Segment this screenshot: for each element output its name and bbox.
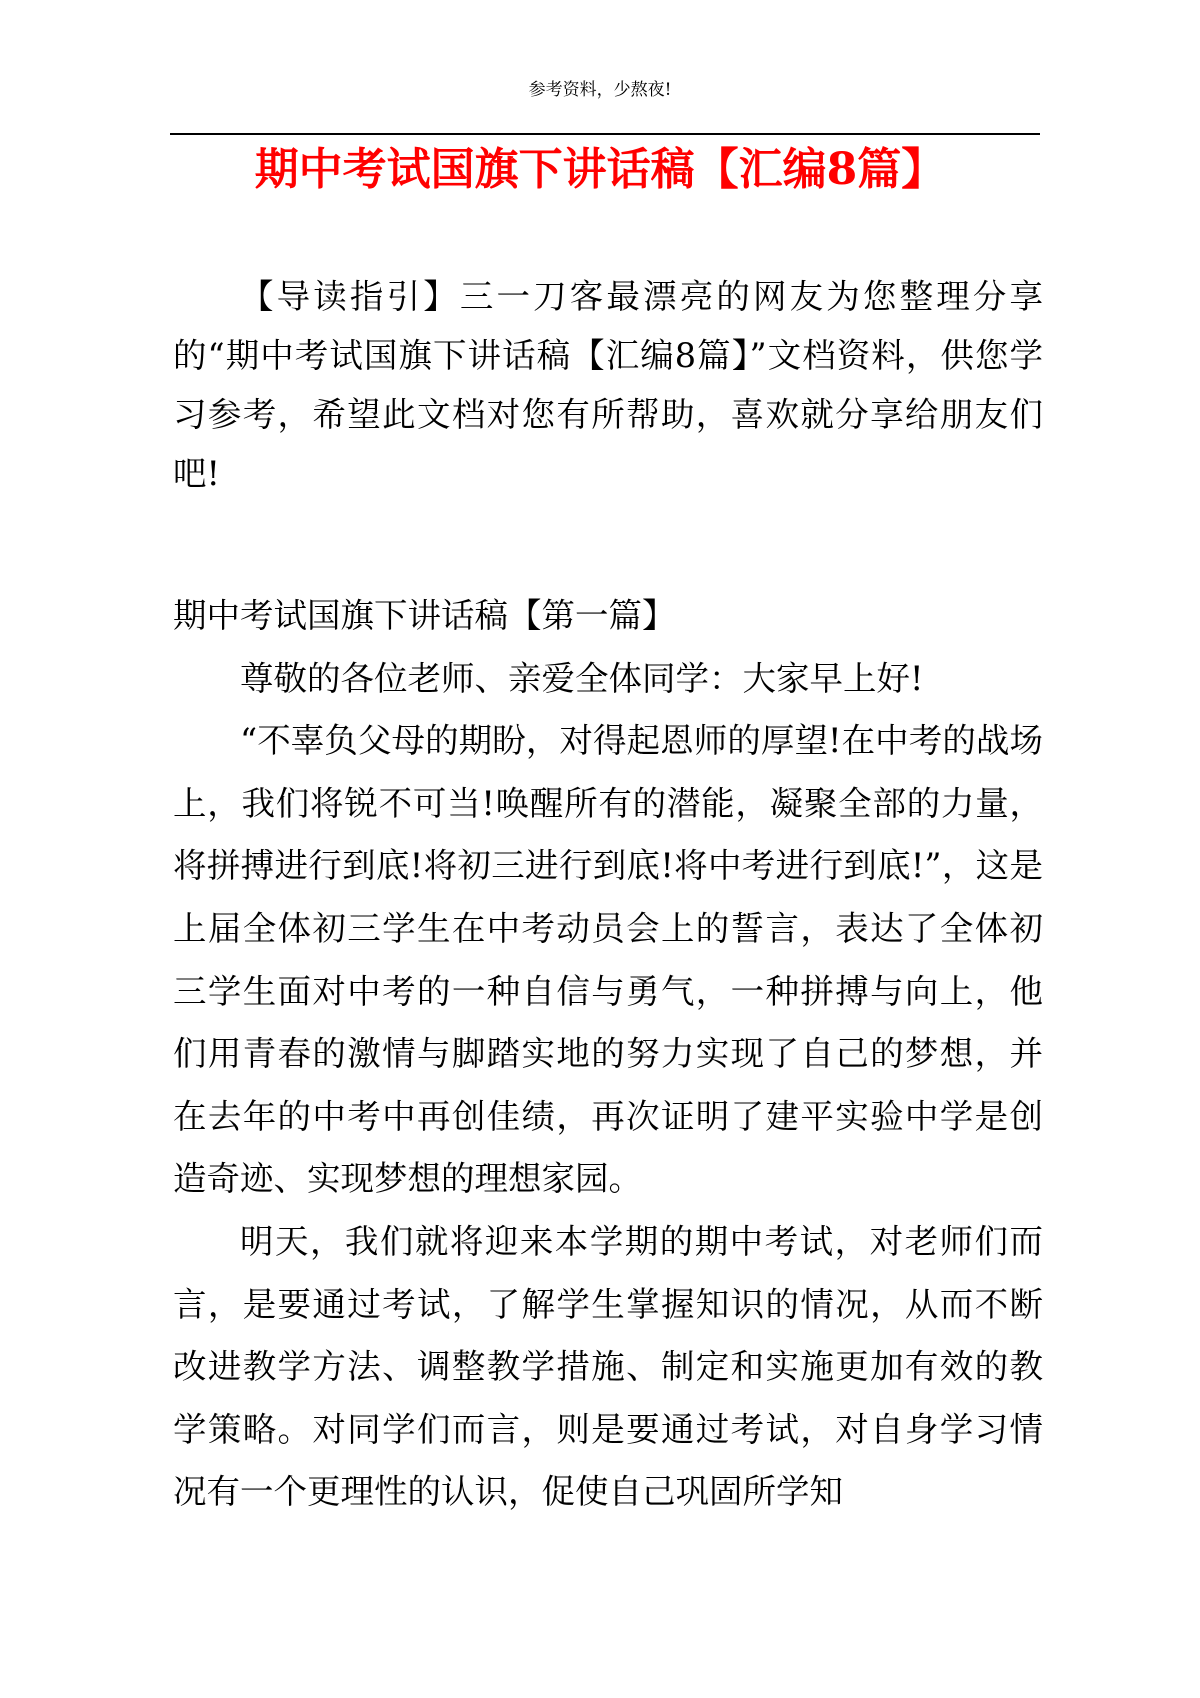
greeting-paragraph: 尊敬的各位老师、亲爱全体同学：大家早上好! — [240, 658, 924, 698]
body-paragraph: “不辜负父母的期盼，对得起恩师的厚望!在中考的战场上，我们将锐不可当!唤醒所有的潜能，凝聚全部的力量，将拼搏进行到底!将初三进行到底!将中考进行到底!”，这是上届全体初三学生在中考动员会上的誓言，表达了全体初三学生面对中考的一种自信与勇气，一种拼搏与向上，他们用青春的激情与脚踏实地的努力实现了自己的梦想，并在去年的中考中再创佳绩，再次证明了建平实验中学是创造奇迹、实现梦想的理想家园。 — [173, 721, 1043, 1199]
header-divider — [170, 133, 1040, 135]
page-header: 参考资料，少熬夜! — [528, 80, 672, 100]
body-paragraph: 明天，我们就将迎来本学期的期中考试，对老师们而言，是要通过考试，了解学生掌握知识的情况，从而不断改进教学方法、调整教学措施、制定和实施更加有效的教学策略。对同学们而言，则是要通过考试，对自身学习情况有一个更理性的认识，促使自己巩固所学知 — [173, 1221, 1043, 1512]
section-first — [173, 585, 1043, 1524]
intro-paragraph: 【导读指引】三一刀客最漂亮的网友为您整理分享的“期中考试国旗下讲话稿【汇编8篇】”文档资料，供您学习参考，希望此文档对您有所帮助，喜欢就分享给朋友们吧! — [173, 277, 1043, 493]
document-title: 期中考试国旗下讲话稿【汇编8篇】 — [254, 144, 946, 195]
section-title: 期中考试国旗下讲话稿【第一篇】 — [173, 596, 676, 635]
